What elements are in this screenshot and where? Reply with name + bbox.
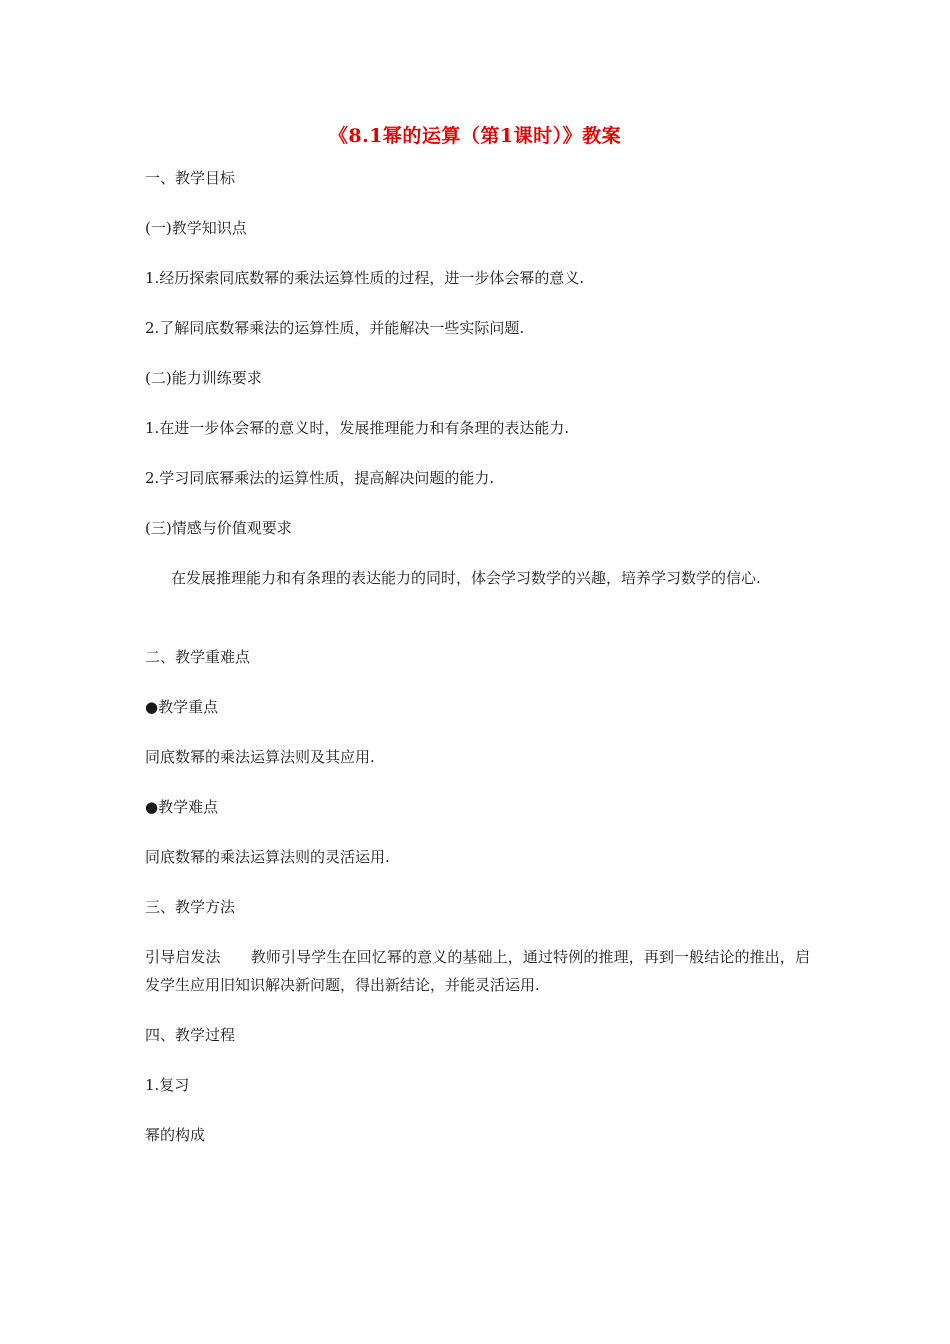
- section-heading-process: 四、教学过程: [145, 1026, 236, 1044]
- emotion-values-paragraph: 在发展推理能力和有条理的表达能力的同时，体会学习数学的兴趣，培养学习数学的信心.: [171, 569, 761, 587]
- document-title: 《8.1幂的运算（第1课时）》教案: [328, 125, 622, 147]
- ability-requirement-1: 1.在进一步体会幂的意义时，发展推理能力和有条理的表达能力.: [145, 419, 570, 437]
- difficulty-text: 同底数幂的乘法运算法则的灵活运用.: [145, 848, 390, 866]
- power-composition-text: 幂的构成: [145, 1126, 206, 1144]
- knowledge-point-1: 1.经历探索同底数幂的乘法运算性质的过程，进一步体会幂的意义.: [145, 269, 585, 287]
- section-heading-method: 三、教学方法: [145, 898, 236, 916]
- subheading-emotion-values: (三)情感与价值观要求: [145, 519, 292, 537]
- subheading-ability-requirements: (二)能力训练要求: [145, 369, 262, 387]
- difficulty-heading: ●教学难点: [145, 798, 219, 816]
- section-heading-key-difficult: 二、教学重难点: [145, 648, 251, 666]
- method-paragraph: 引导启发法 教师引导学生在回忆幂的意义的基础上，通过特例的推理，再到一般结论的推出，启发学生应用旧知识解决新问题，得出新结论，并能灵活运用.: [145, 948, 810, 994]
- review-heading: 1.复习: [145, 1076, 190, 1094]
- knowledge-point-2: 2.了解同底数幂乘法的运算性质，并能解决一些实际问题.: [145, 319, 525, 337]
- ability-requirement-2: 2.学习同底幂乘法的运算性质，提高解决问题的能力.: [145, 469, 495, 487]
- subheading-knowledge-points: (一)教学知识点: [145, 219, 247, 237]
- key-point-text: 同底数幂的乘法运算法则及其应用.: [145, 748, 375, 766]
- section-heading-objectives: 一、教学目标: [145, 169, 236, 187]
- key-point-heading: ●教学重点: [145, 698, 219, 716]
